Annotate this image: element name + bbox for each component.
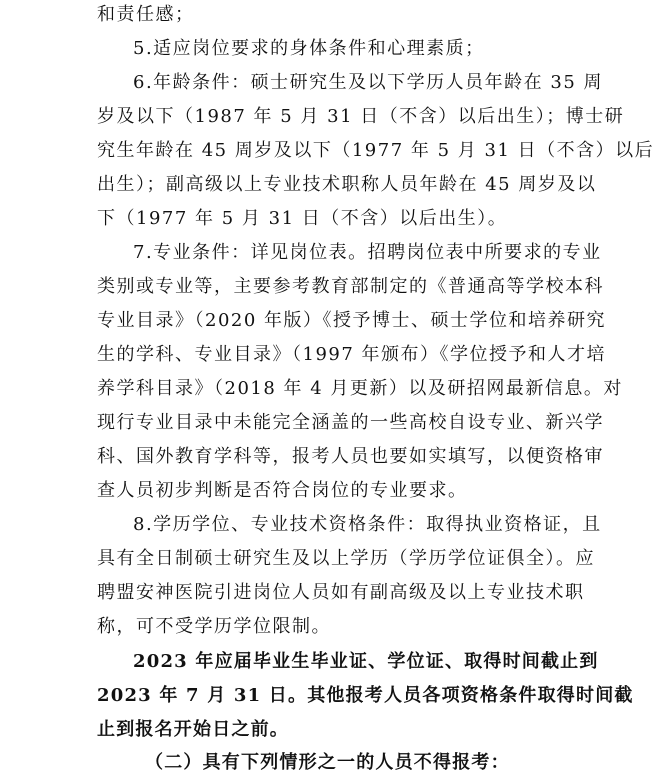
text-line: 称，可不受学历学位限制。	[97, 616, 331, 637]
text-line: 5.适应岗位要求的身体条件和心理素质；	[133, 38, 485, 59]
text-line: 现行专业目录中未能完全涵盖的一些高校自设专业、新兴学	[97, 412, 604, 433]
bold-text-line: 2023 年应届毕业生毕业证、学位证、取得时间截止到	[133, 651, 599, 672]
text-line: 出生）；副高级以上专业技术职称人员年龄在 45 周岁及以	[97, 174, 597, 195]
text-line: 究生年龄在 45 周岁及以下（1977 年 5 月 31 日（不含）以后	[97, 140, 655, 161]
text-line: 具有全日制硕士研究生及以上学历（学历学位证俱全）。应	[97, 548, 595, 569]
text-line: 聘盟安神医院引进岗位人员如有副高级及以上专业技术职	[97, 582, 585, 603]
text-line: 生的学科、专业目录》（1997 年颁布）《学位授予和人才培	[97, 344, 607, 365]
text-line: 专业目录》（2020 年版）《授予博士、硕士学位和培养研究	[97, 310, 607, 331]
text-line: 8.学历学位、专业技术资格条件：取得执业资格证，且	[133, 514, 602, 535]
bold-text-line: 止到报名开始日之前。	[97, 719, 289, 740]
text-line: 查人员初步判断是否符合岗位的专业要求。	[97, 480, 468, 501]
text-line: 类别或专业等，主要参考教育部制定的《普通高等学校本科	[97, 276, 604, 297]
text-line: 6.年龄条件：硕士研究生及以下学历人员年龄在 35 周	[133, 72, 604, 93]
bold-text-line: 2023 年 7 月 31 日。其他报考人员各项资格条件取得时间截	[97, 685, 634, 706]
section-heading: （二）具有下列情形之一的人员不得报考：	[145, 752, 510, 773]
text-line: 和责任感；	[97, 4, 195, 25]
text-line: 养学科目录》（2018 年 4 月更新）以及研招网最新信息。对	[97, 378, 623, 399]
text-line: 下（1977 年 5 月 31 日（不含）以后出生）。	[97, 208, 508, 229]
text-line: 岁及以下（1987 年 5 月 31 日（不含）以后出生）；博士研	[97, 106, 625, 127]
text-line: 科、国外教育学科等，报考人员也要如实填写，以便资格审	[97, 446, 604, 467]
text-line: 7.专业条件：详见岗位表。招聘岗位表中所要求的专业	[133, 242, 602, 263]
